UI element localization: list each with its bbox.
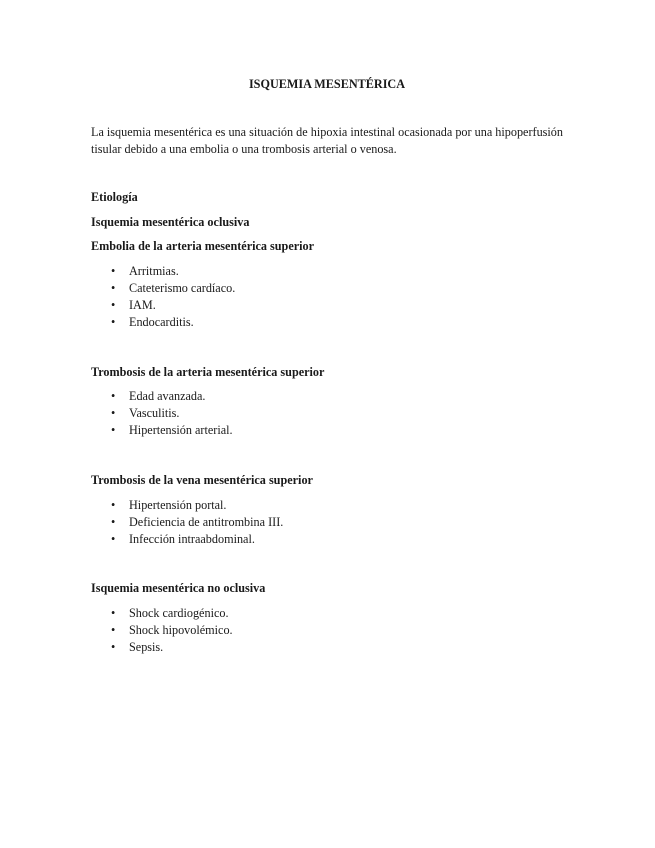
list-no-oclusiva — [91, 605, 233, 656]
heading-oclusiva: Isquemia mesentérica oclusiva — [91, 215, 250, 229]
bullet-icon: • — [111, 640, 116, 654]
section-heading-trombosis-arteria: Trombosis de la arteria mesentérica superior — [91, 365, 325, 379]
section-heading-trombosis-vena: Trombosis de la vena mesentérica superior — [91, 473, 313, 487]
list-item: • Deficiencia de antitrombina III. — [111, 515, 284, 529]
bullet-icon: • — [111, 406, 116, 420]
bullet-icon: • — [111, 264, 116, 278]
list-trombosis-arteria — [91, 388, 233, 439]
bullet-icon: • — [111, 423, 116, 437]
list-item: • Vasculitis. — [111, 406, 180, 420]
list-item: • Hipertensión portal. — [111, 498, 227, 512]
bullet-icon: • — [111, 532, 116, 546]
bullet-icon: • — [111, 606, 116, 620]
list-item: • Arritmias. — [111, 264, 179, 278]
list-item: • Endocarditis. — [111, 315, 194, 329]
bullet-icon: • — [111, 298, 116, 312]
section-heading-embolia: Embolia de la arteria mesentérica superior — [91, 239, 315, 253]
list-item: • Hipertensión arterial. — [111, 423, 233, 437]
list-trombosis-vena — [91, 497, 283, 548]
section-heading-no-oclusiva: Isquemia mesentérica no oclusiva — [91, 581, 266, 595]
list-item: • Shock hipovolémico. — [111, 623, 233, 637]
bullet-icon: • — [111, 389, 116, 403]
list-item: • IAM. — [111, 298, 156, 312]
list-embolia — [91, 263, 235, 331]
document-title: ISQUEMIA MESENTÉRICA — [248, 77, 406, 91]
bullet-icon: • — [111, 315, 116, 329]
bullet-icon: • — [111, 515, 116, 529]
list-item: • Cateterismo cardíaco. — [111, 281, 236, 295]
bullet-icon: • — [111, 623, 116, 637]
bullet-icon: • — [111, 498, 116, 512]
list-item: • Sepsis. — [111, 640, 164, 654]
list-item: • Edad avanzada. — [111, 389, 206, 403]
list-item: • Infección intraabdominal. — [111, 532, 255, 546]
bullet-icon: • — [111, 281, 116, 295]
intro-paragraph: La isquemia mesentérica es una situación de hipoxia intestinal ocasionada por una hipoperfusión tisular debido a una embolia o una trombosis arterial o venosa. — [91, 125, 563, 156]
list-item: • Shock cardiogénico. — [111, 606, 229, 620]
heading-etiologia: Etiología — [91, 190, 138, 204]
